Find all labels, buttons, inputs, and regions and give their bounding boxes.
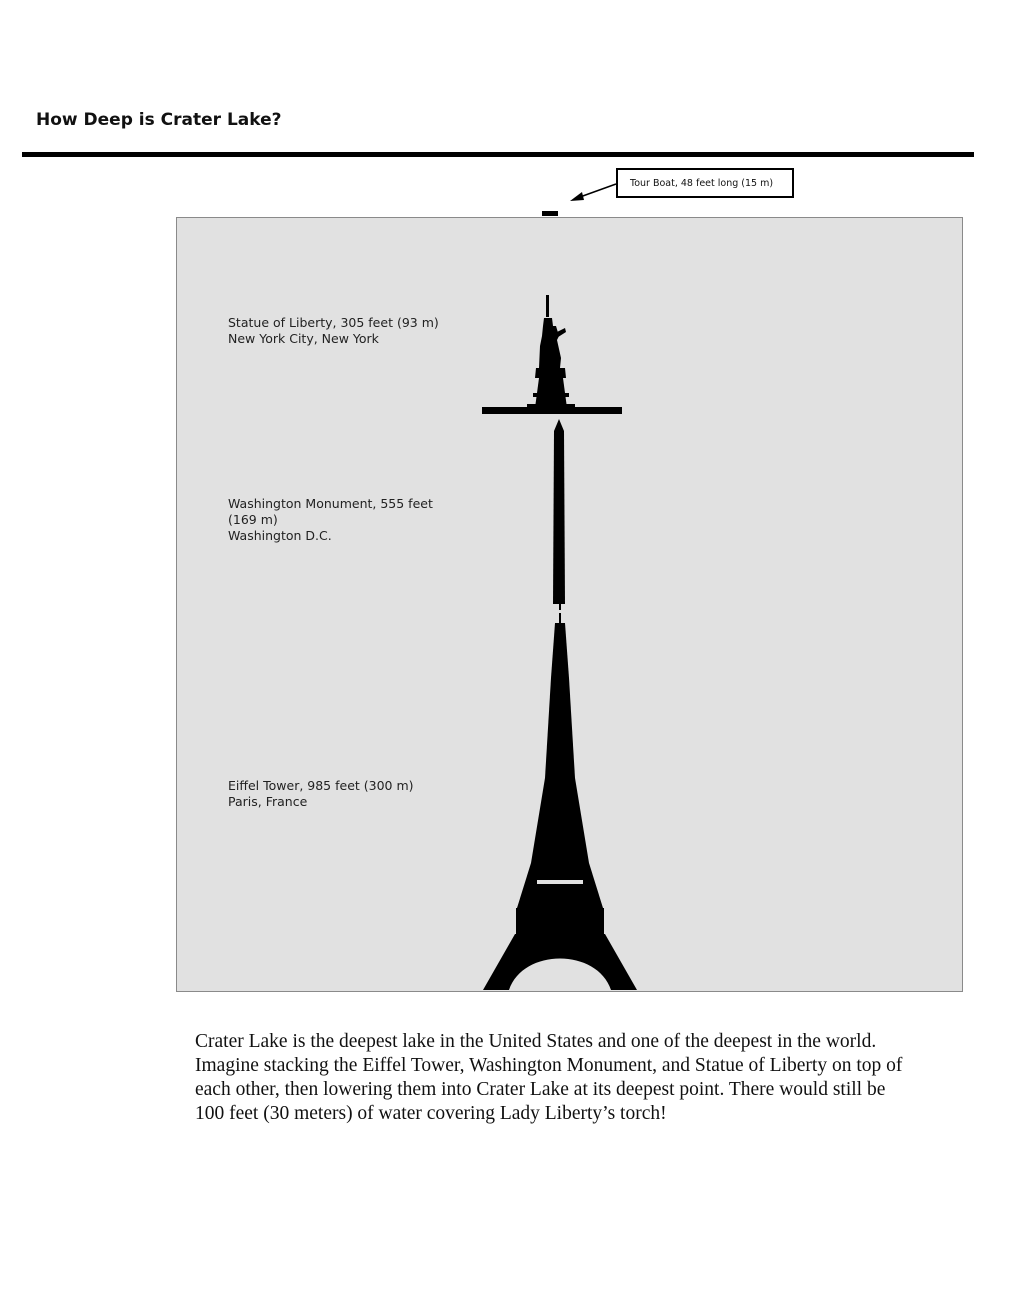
washington-monument-location: Washington D.C. (228, 528, 332, 543)
statue-of-liberty-label (228, 315, 458, 347)
page-title: How Deep is Crater Lake? (36, 110, 282, 130)
boat-callout-text: Tour Boat, 48 feet long (15 m) (630, 177, 774, 189)
eiffel-tower-name: Eiffel Tower, 985 feet (300 m) (228, 778, 414, 793)
statue-of-liberty-name: Statue of Liberty, 305 feet (93 m) (228, 315, 439, 330)
washington-monument-label (228, 496, 458, 544)
body-paragraph: Crater Lake is the deepest lake in the United States and one of the deepest in the world. Imagine stacking the Eiffel Tower, Washington Monument, and Statue of Liberty on top of each other, then lowering them into Crater Lake at its deepest point. There would still be 100 feet (30 meters) of water covering Lady Liberty’s torch! (195, 1031, 903, 1124)
washington-monument-name-cont: (169 m) (228, 512, 278, 527)
boat-callout (616, 168, 794, 198)
eiffel-tower-label (228, 778, 458, 810)
washington-monument-silhouette (553, 419, 565, 610)
statue-of-liberty-location: New York City, New York (228, 331, 379, 346)
washington-monument-name: Washington Monument, 555 feet (228, 496, 433, 511)
statue-of-liberty-silhouette (482, 295, 622, 414)
crater-lake-cross-section (176, 217, 963, 992)
tour-boat (542, 211, 558, 216)
eiffel-tower-silhouette (483, 613, 637, 990)
boat-callout-arrow (0, 0, 1012, 230)
eiffel-tower-location: Paris, France (228, 794, 308, 809)
